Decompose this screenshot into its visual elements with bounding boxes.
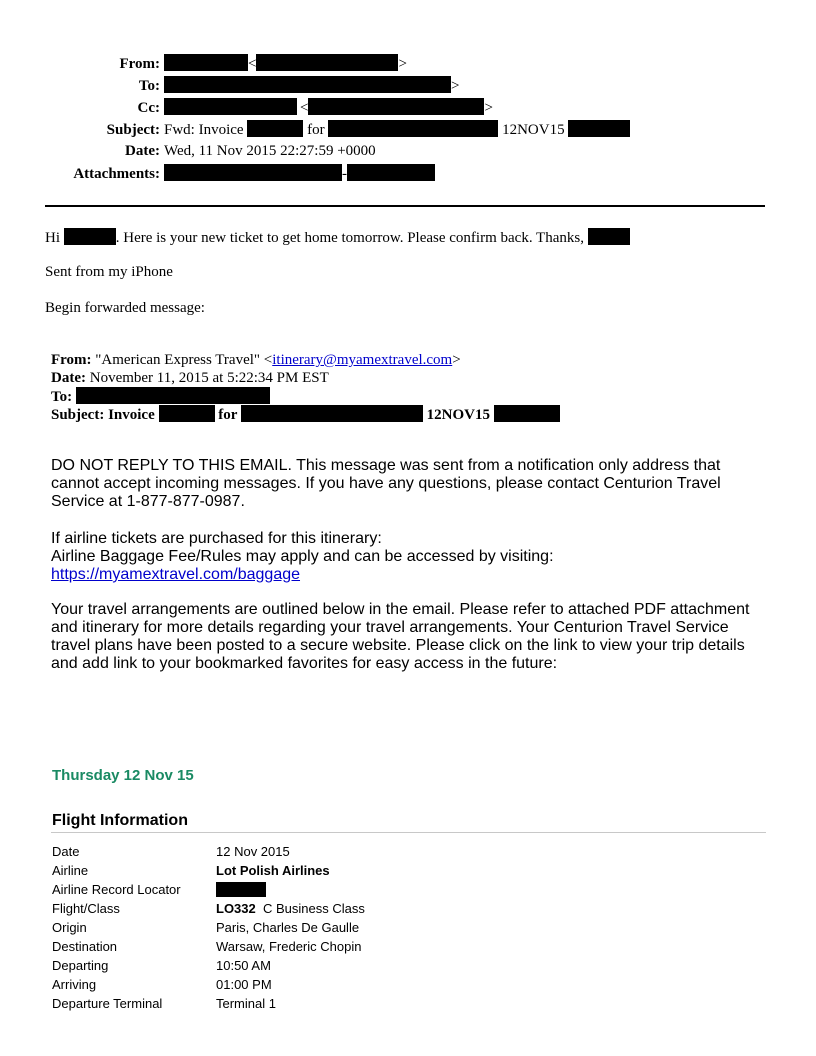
redaction (568, 120, 630, 137)
redaction (308, 98, 484, 115)
redaction (241, 405, 423, 422)
redaction (588, 228, 630, 245)
begin-forwarded: Begin forwarded message: (45, 300, 205, 316)
fwd-to: To: (51, 387, 270, 406)
header-from: From: < > (40, 54, 407, 73)
attachment-redaction[interactable] (164, 164, 342, 181)
redaction (159, 405, 215, 422)
info-row-airline: Airline Lot Polish Airlines (52, 863, 330, 878)
header-divider (45, 205, 765, 207)
redaction (76, 387, 270, 404)
section-divider (51, 832, 766, 833)
info-row-departing: Departing 10:50 AM (52, 958, 271, 973)
date-label: Date: (125, 143, 160, 159)
subject-prefix: Fwd: Invoice (164, 122, 244, 138)
redaction (64, 228, 116, 245)
attachment-redaction[interactable] (347, 164, 435, 181)
info-row-date: Date 12 Nov 2015 (52, 844, 290, 859)
attachments-label: Attachments: (73, 166, 160, 182)
fwd-from: From: "American Express Travel" <itinerary@myamextravel.com> (51, 352, 461, 368)
redaction (247, 120, 303, 137)
day-heading: Thursday 12 Nov 15 (52, 767, 194, 784)
subject-label: Subject: (106, 122, 160, 138)
to-label: To: (138, 78, 160, 94)
info-row-origin: Origin Paris, Charles De Gaulle (52, 920, 360, 935)
redaction (328, 120, 498, 137)
baggage-link[interactable]: https://myamextravel.com/baggage (51, 566, 301, 583)
greeting-line: Hi . Here is your new ticket to get home tomorrow. Please confirm back. Thanks, (45, 228, 630, 247)
fwd-from-email-link[interactable]: itinerary@myamextravel.com (272, 352, 453, 368)
from-label: From: (119, 56, 160, 72)
header-to: To: > (40, 76, 459, 95)
header-subject: Subject: Fwd: Invoice for 12NOV15 (40, 120, 630, 139)
date-value: Wed, 11 Nov 2015 22:27:59 +0000 (164, 143, 376, 159)
redaction (164, 98, 297, 115)
info-row-departure-terminal: Departure Terminal Terminal 1 (52, 996, 276, 1011)
sent-from: Sent from my iPhone (45, 264, 173, 280)
header-cc: Cc: < > (40, 98, 493, 117)
redaction (256, 54, 398, 71)
arrangements-paragraph: Your travel arrangements are outlined below in the email. Please refer to attached PDF attachment and itinerary for more details regarding your travel arrangements. Your Centurion Travel Service travel plans have been posted to a secure website. Please click on the link to view your trip details and add link to your bookmarked favorites for easy access in the future: (51, 601, 750, 672)
section-title: Flight Information (52, 812, 188, 829)
redaction (164, 76, 451, 93)
notice-paragraph: DO NOT REPLY TO THIS EMAIL. This message was sent from a notification only address that cannot accept incoming messages. If you have any questions, please contact Centurion Travel Service at 1-877-877-0987. (51, 457, 721, 510)
redaction (494, 405, 560, 422)
info-row-record-locator: Airline Record Locator (52, 880, 266, 899)
cc-label: Cc: (137, 100, 160, 116)
info-row-destination: Destination Warsaw, Frederic Chopin (52, 939, 362, 954)
baggage-paragraph: If airline tickets are purchased for this itinerary: Airline Baggage Fee/Rules may apply and can be accessed by visiting: https://myamextravel.com/baggage (51, 530, 554, 583)
header-attachments: Attachments: - (40, 164, 435, 183)
info-row-arriving: Arriving 01:00 PM (52, 977, 272, 992)
fwd-date: Date: November 11, 2015 at 5:22:34 PM EST (51, 370, 329, 386)
info-row-flight-class: Flight/Class LO332 C Business Class (52, 901, 365, 916)
fwd-subject: Subject: Invoice for 12NOV15 (51, 405, 560, 424)
header-date (40, 142, 376, 160)
redaction (164, 54, 248, 71)
redaction (216, 882, 266, 897)
